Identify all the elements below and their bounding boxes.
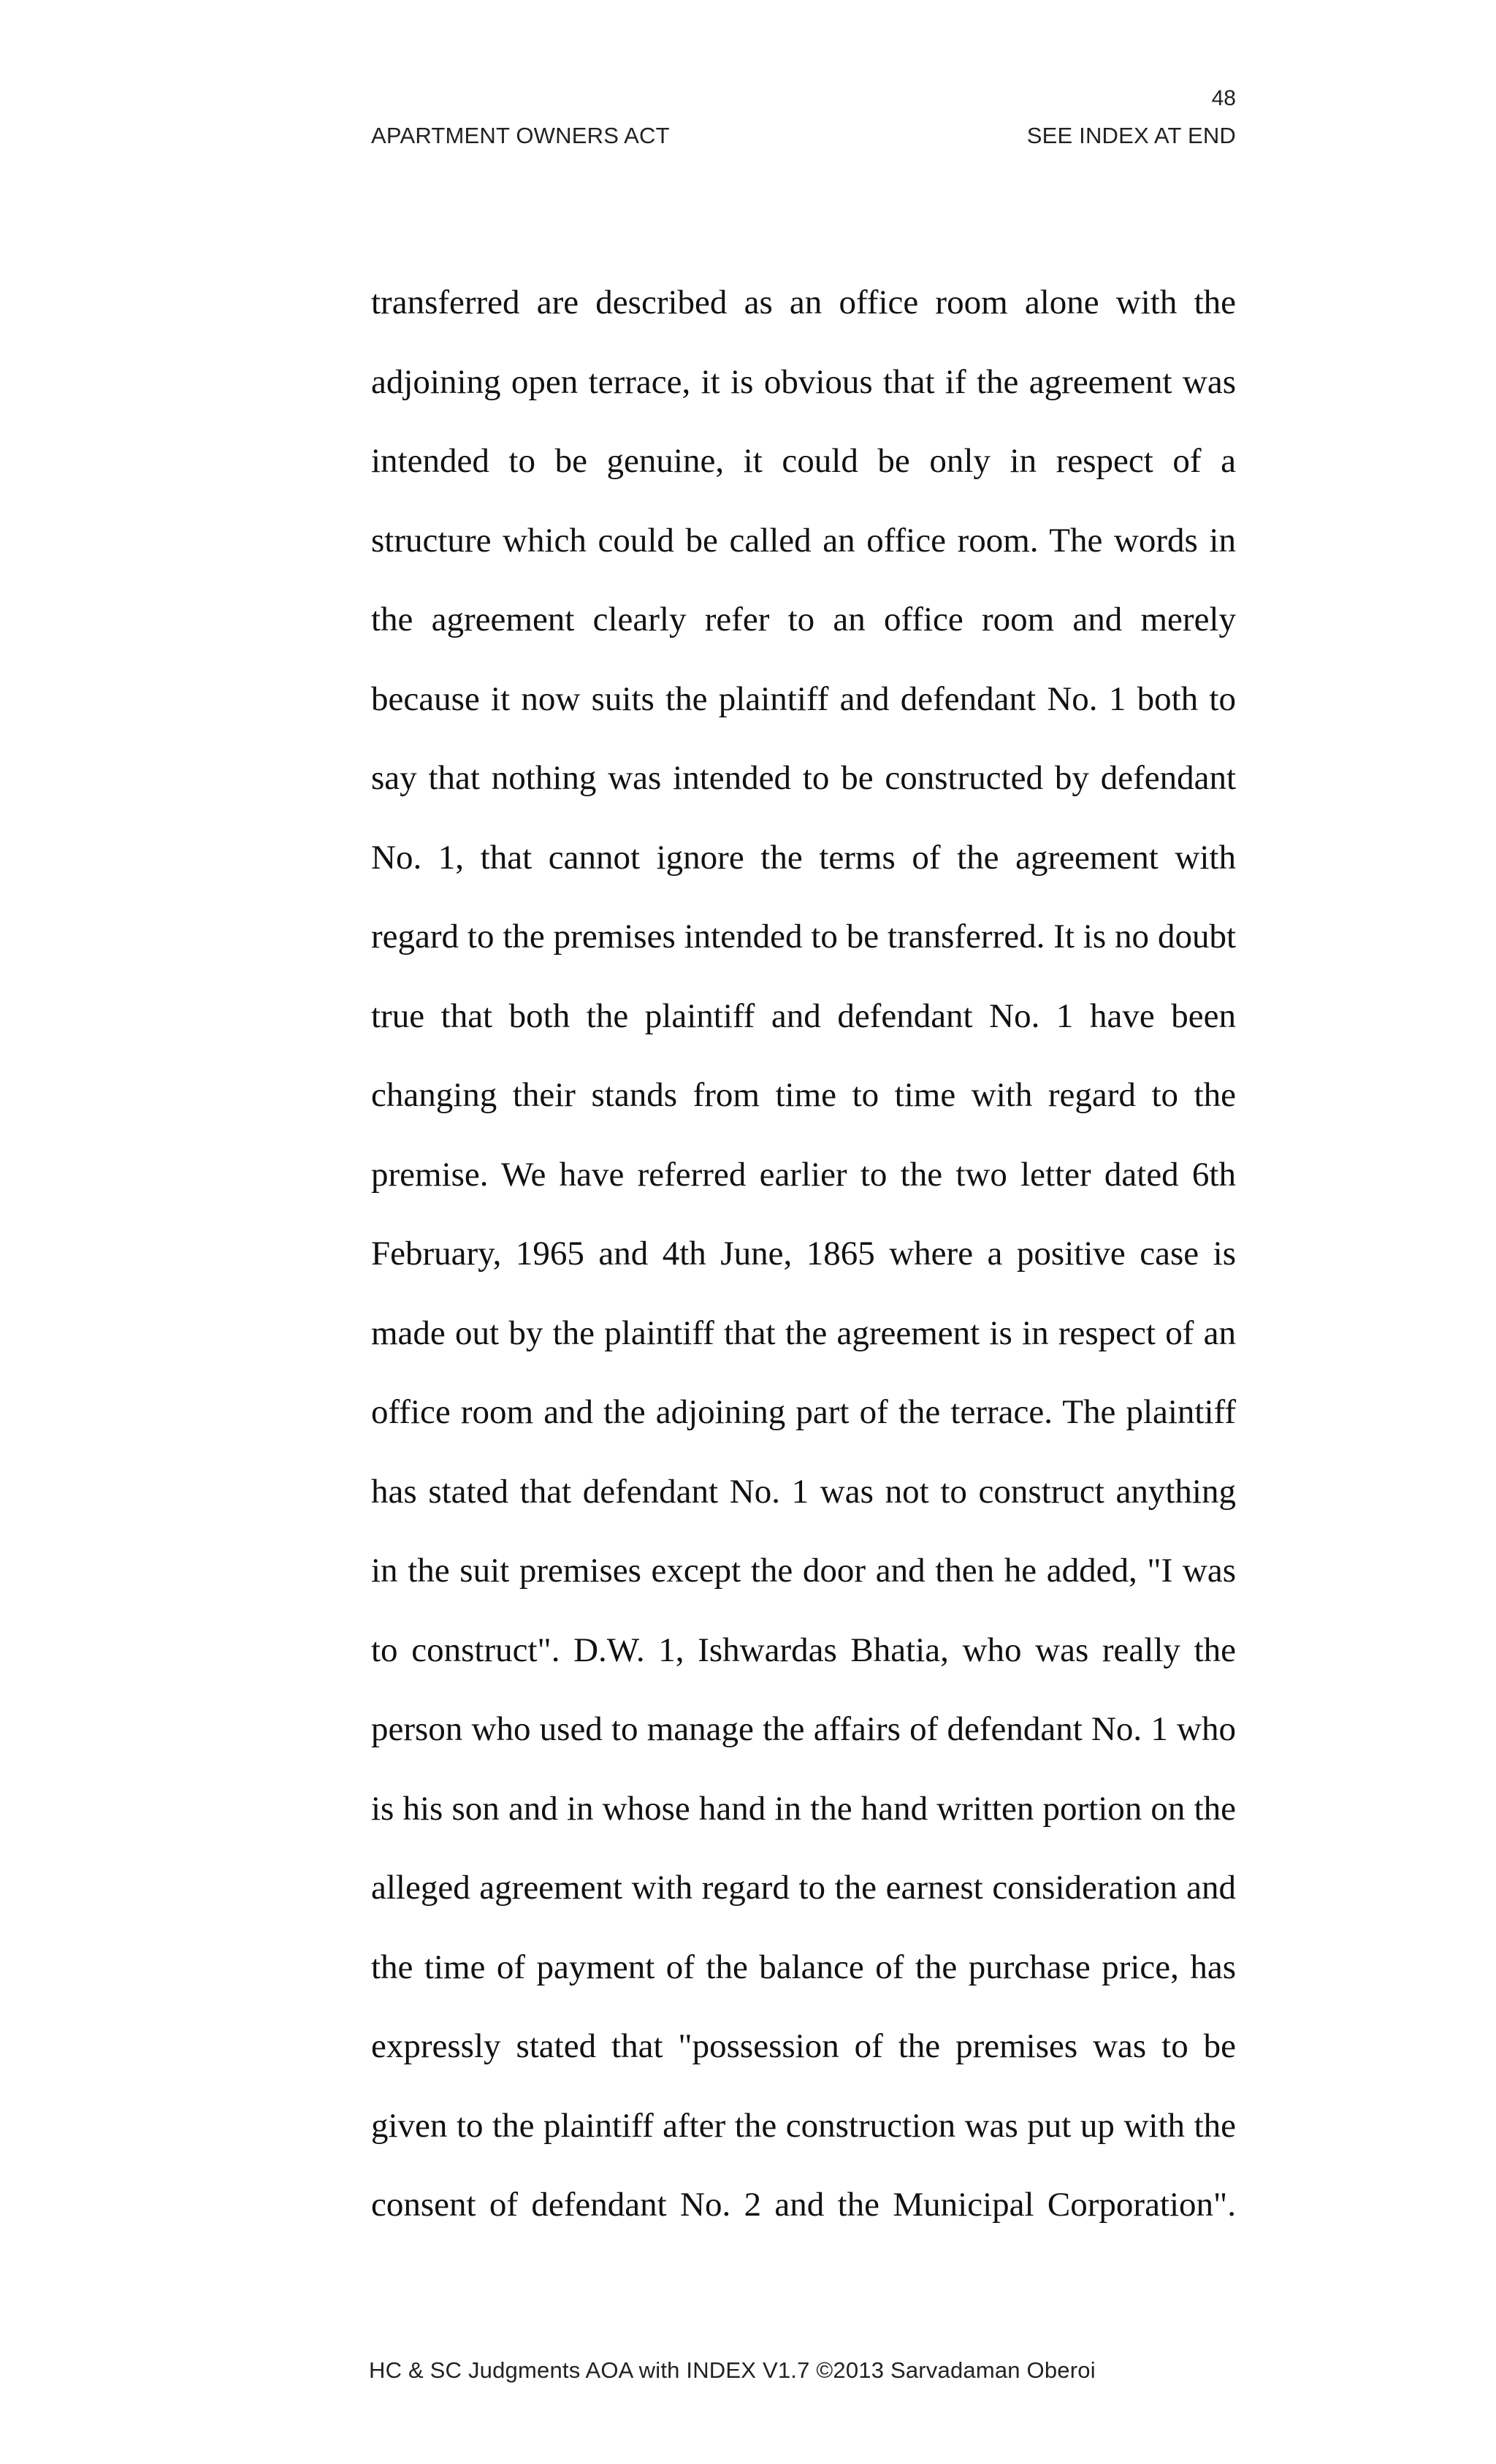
body-line: consent of defendant No. 2 and the Municipal Corporation". — [371, 2186, 1236, 2224]
body-line: true that both the plaintiff and defendant No. 1 have been — [371, 996, 1236, 1035]
running-header-index-note: SEE INDEX AT END — [1026, 123, 1236, 148]
body-line: structure which could be called an office room. The words in — [371, 521, 1236, 560]
body-line: say that nothing was intended to be constructed by defendant — [371, 759, 1236, 797]
body-line: transferred are described as an office room alone with the — [371, 283, 1236, 321]
body-line: office room and the adjoining part of the terrace. The plaintiff — [371, 1393, 1236, 1431]
page-number: 48 — [1211, 86, 1236, 110]
body-line: February, 1965 and 4th June, 1865 where a positive case is — [371, 1235, 1236, 1273]
body-line: person who used to manage the affairs of defendant No. 1 who — [371, 1710, 1236, 1748]
body-line: made out by the plaintiff that the agreement is in respect of an — [371, 1313, 1236, 1352]
footer-copyright: HC & SC Judgments AOA with INDEX V1.7 ©2013 Sarvadaman Oberoi — [369, 2357, 1096, 2383]
body-line: in the suit premises except the door and then he added, "I was — [371, 1552, 1236, 1590]
body-line: intended to be genuine, it could be only in respect of a — [371, 442, 1236, 480]
body-line: changing their stands from time to time with regard to the — [371, 1076, 1236, 1114]
body-line: expressly stated that "possession of the premises was to be — [371, 2027, 1236, 2065]
body-line: has stated that defendant No. 1 was not to construct anything — [371, 1472, 1236, 1511]
body-line: regard to the premises intended to be transferred. It is no doubt — [371, 918, 1236, 956]
body-line: to construct". D.W. 1, Ishwardas Bhatia, who was really the — [371, 1630, 1236, 1669]
body-line: alleged agreement with regard to the earnest consideration and — [371, 1869, 1236, 1907]
body-line: because it now suits the plaintiff and defendant No. 1 both to — [371, 679, 1236, 718]
body-line: the time of payment of the balance of the purchase price, has — [371, 1948, 1236, 1986]
body-line: adjoining open terrace, it is obvious that if the agreement was — [371, 362, 1236, 401]
body-line: is his son and in whose hand in the hand written portion on the — [371, 1789, 1236, 1828]
running-header-title: APARTMENT OWNERS ACT — [371, 123, 670, 148]
body-line: premise. We have referred earlier to the two letter dated 6th — [371, 1155, 1236, 1194]
body-line: No. 1, that cannot ignore the terms of the agreement with — [371, 838, 1236, 877]
body-line: given to the plaintiff after the construction was put up with the — [371, 2106, 1236, 2145]
judgment-body-text — [371, 263, 1236, 2245]
body-line: the agreement clearly refer to an office room and merely — [371, 600, 1236, 638]
